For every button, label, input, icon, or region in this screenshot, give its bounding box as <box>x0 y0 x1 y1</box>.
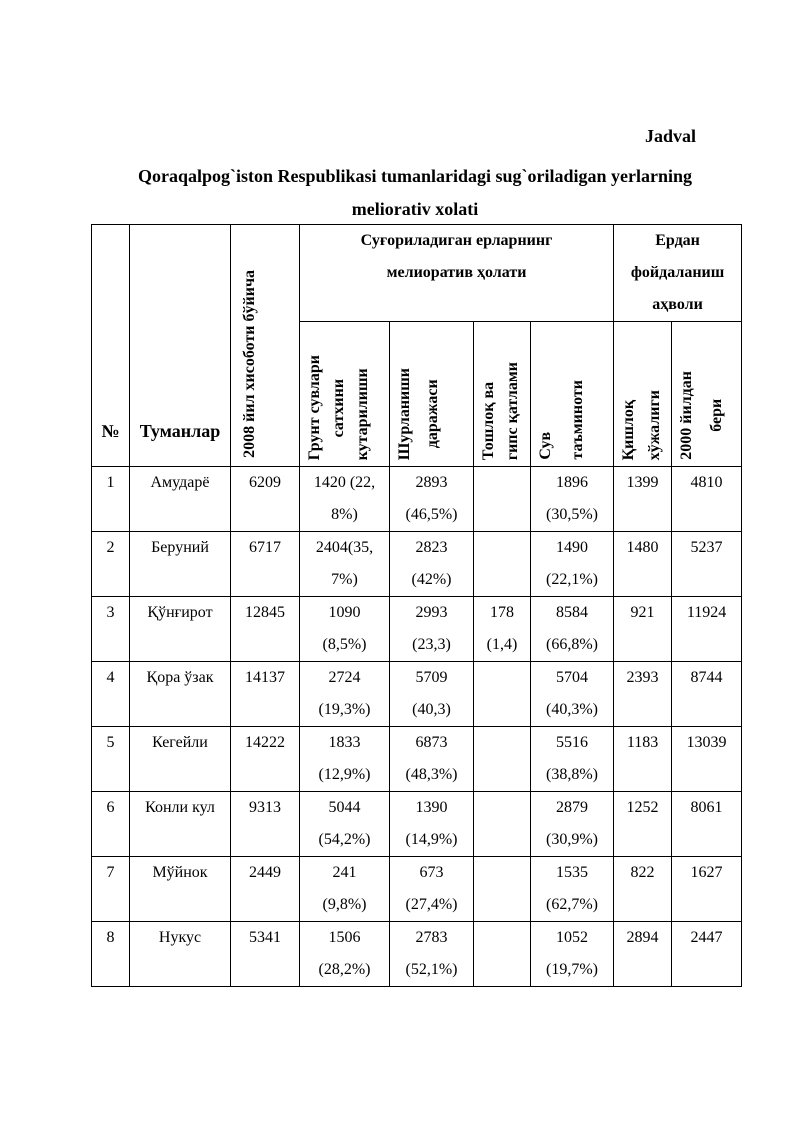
row-water: 1535 (62,7%) <box>531 857 614 922</box>
row-farm: 921 <box>614 597 672 662</box>
table-title-line-2: meliorativ xolati <box>351 199 479 219</box>
row-farm: 2894 <box>614 922 672 987</box>
row-salinity: 2993 (23,3) <box>390 597 474 662</box>
row-groundwater: 2404(35, 7%) <box>300 532 390 597</box>
row-district: Кегейли <box>130 727 231 792</box>
table-title <box>90 160 740 226</box>
row-area: 14137 <box>231 662 300 727</box>
row-gypsum <box>474 532 531 597</box>
table-row <box>92 922 742 987</box>
row-area: 5341 <box>231 922 300 987</box>
row-since-2000: 1627 <box>672 857 742 922</box>
row-salinity: 2823 (42%) <box>390 532 474 597</box>
row-number: 1 <box>92 467 130 532</box>
row-area: 2449 <box>231 857 300 922</box>
header-water-supply: Сув таъминоти <box>531 322 614 467</box>
row-salinity: 2893 (46,5%) <box>390 467 474 532</box>
row-water: 5516 (38,8%) <box>531 727 614 792</box>
row-gypsum: 178 (1,4) <box>474 597 531 662</box>
table-row <box>92 597 742 662</box>
row-district: Беруний <box>130 532 231 597</box>
table-row <box>92 467 742 532</box>
row-gypsum <box>474 662 531 727</box>
row-area: 9313 <box>231 792 300 857</box>
row-farm: 1399 <box>614 467 672 532</box>
row-groundwater: 1090 (8,5%) <box>300 597 390 662</box>
row-since-2000: 8061 <box>672 792 742 857</box>
row-farm: 1480 <box>614 532 672 597</box>
row-area: 6717 <box>231 532 300 597</box>
row-salinity: 6873 (48,3%) <box>390 727 474 792</box>
row-water: 2879 (30,9%) <box>531 792 614 857</box>
header-district: Туманлар <box>130 225 231 467</box>
row-water: 8584 (66,8%) <box>531 597 614 662</box>
row-groundwater: 2724 (19,3%) <box>300 662 390 727</box>
row-number: 7 <box>92 857 130 922</box>
table-row <box>92 662 742 727</box>
row-gypsum <box>474 727 531 792</box>
row-number: 8 <box>92 922 130 987</box>
row-water: 1896 (30,5%) <box>531 467 614 532</box>
row-number: 5 <box>92 727 130 792</box>
header-group-landuse: Ердан фойдаланиш аҳволи <box>614 225 742 322</box>
row-number: 6 <box>92 792 130 857</box>
row-groundwater: 241 (9,8%) <box>300 857 390 922</box>
header-groundwater: Грунт сувлари сатхини кутарилиши <box>300 322 390 467</box>
row-salinity: 2783 (52,1%) <box>390 922 474 987</box>
row-water: 5704 (40,3%) <box>531 662 614 727</box>
row-salinity: 5709 (40,3) <box>390 662 474 727</box>
row-since-2000: 2447 <box>672 922 742 987</box>
row-district: Қора ўзак <box>130 662 231 727</box>
row-groundwater: 5044 (54,2%) <box>300 792 390 857</box>
row-since-2000: 4810 <box>672 467 742 532</box>
row-gypsum <box>474 857 531 922</box>
row-farm: 1183 <box>614 727 672 792</box>
table-label: Jadval <box>644 126 696 146</box>
row-area: 14222 <box>231 727 300 792</box>
row-number: 3 <box>92 597 130 662</box>
table-title-line-1: Qoraqalpog`iston Respublikasi tumanlaridagi sug`oriladigan yerlarning <box>137 166 693 186</box>
header-area-2008: 2008 йил хисоботи бўйича <box>231 225 300 467</box>
row-district: Қўнғирот <box>130 597 231 662</box>
table-row <box>92 727 742 792</box>
melioration-table <box>91 224 742 987</box>
row-water: 1052 (19,7%) <box>531 922 614 987</box>
row-farm: 1252 <box>614 792 672 857</box>
row-gypsum <box>474 922 531 987</box>
row-area: 12845 <box>231 597 300 662</box>
row-since-2000: 13039 <box>672 727 742 792</box>
table-row <box>92 792 742 857</box>
row-farm: 2393 <box>614 662 672 727</box>
header-farm: Қишлоқ хўжалиги <box>614 322 672 467</box>
row-number: 4 <box>92 662 130 727</box>
row-area: 6209 <box>231 467 300 532</box>
header-salinity: Шурланиши даражаси <box>390 322 474 467</box>
row-groundwater: 1420 (22, 8%) <box>300 467 390 532</box>
row-since-2000: 8744 <box>672 662 742 727</box>
table-row <box>92 857 742 922</box>
row-farm: 822 <box>614 857 672 922</box>
header-num: № <box>92 225 130 467</box>
header-group-meliorative: Суғориладиган ерларнинг мелиоратив ҳолати <box>300 225 614 322</box>
row-salinity: 673 (27,4%) <box>390 857 474 922</box>
row-district: Нукус <box>130 922 231 987</box>
row-district: Амударё <box>130 467 231 532</box>
row-gypsum <box>474 792 531 857</box>
header-gypsum: Тошлоқ ва гипс қатлами <box>474 322 531 467</box>
row-salinity: 1390 (14,9%) <box>390 792 474 857</box>
row-district: Мўйнок <box>130 857 231 922</box>
row-number: 2 <box>92 532 130 597</box>
row-groundwater: 1506 (28,2%) <box>300 922 390 987</box>
row-district: Конли кул <box>130 792 231 857</box>
row-since-2000: 5237 <box>672 532 742 597</box>
table-row <box>92 532 742 597</box>
row-groundwater: 1833 (12,9%) <box>300 727 390 792</box>
row-since-2000: 11924 <box>672 597 742 662</box>
row-water: 1490 (22,1%) <box>531 532 614 597</box>
header-since-2000: 2000 йилдан бери <box>672 322 742 467</box>
row-gypsum <box>474 467 531 532</box>
